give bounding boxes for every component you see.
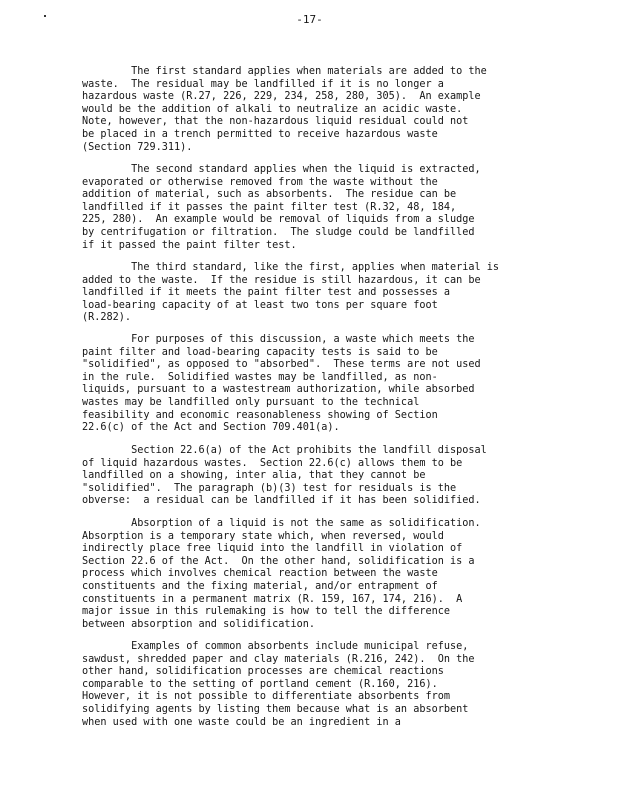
paragraph-5 (82, 445, 544, 508)
text-line: The first standard applies when materials are added to the (82, 66, 487, 77)
paragraph-1 (82, 66, 544, 154)
text-line: landfilled if it passes the paint filter test (R.32, 48, 184, (82, 201, 457, 213)
text-line: Examples of common absorbents include municipal refuse, (82, 641, 469, 652)
paragraph-3 (82, 262, 544, 325)
text-line: hazardous waste (R.27, 226, 229, 234, 258, 280, 305). An example (82, 91, 481, 103)
text-line: process which involves chemical reaction between the waste (82, 568, 438, 580)
text-line: solidifying agents by listing them because what is an absorbent (82, 703, 469, 715)
text-line: The third standard, like the first, applies when material is (82, 262, 500, 273)
page-number: -17- (296, 13, 323, 26)
text-line: by centrifugation or filtration. The sludge could be landfilled (82, 226, 475, 238)
text-line: 22.6(c) of the Act and Section 709.401(a). (82, 422, 340, 434)
text-line: Absorption of a liquid is not the same as solidification. (82, 518, 481, 529)
text-line: between absorption and solidification. (82, 618, 316, 630)
text-line: constituents in a permanent matrix (R. 159, 167, 174, 216). A (82, 593, 463, 605)
text-line: obverse: a residual can be landfilled if it has been solidified. (82, 495, 481, 507)
text-line: constituents and the fixing material, and/or entrapment of (82, 580, 438, 592)
text-line: load-bearing capacity of at least two tons per square foot (82, 299, 438, 311)
text-line: added to the waste. If the residue is still hazardous, it can be (82, 274, 481, 286)
paragraph-7 (82, 641, 544, 729)
text-line: Section 22.6 of the Act. On the other hand, solidification is a (82, 555, 475, 567)
paragraph-2 (82, 164, 544, 252)
text-line: if it passed the paint filter test. (82, 239, 297, 251)
text-line: would be the addition of alkali to neutralize an acidic waste. (82, 103, 463, 115)
text-line: evaporated or otherwise removed from the waste without the (82, 176, 438, 188)
text-line: The second standard applies when the liquid is extracted, (82, 164, 481, 175)
text-line: liquids, pursuant to a wastestream authorization, while absorbed (82, 384, 475, 396)
text-line: Section 22.6(a) of the Act prohibits the landfill disposal (82, 445, 487, 456)
paragraph-6 (82, 518, 544, 631)
text-line: indirectly place free liquid into the landfill in violation of (82, 543, 463, 555)
text-line: of liquid hazardous wastes. Section 22.6(c) allows them to be (82, 457, 463, 469)
text-line: wastes may be landfilled only pursuant to the technical (82, 396, 420, 408)
text-line: addition of material, such as absorbents. The residue can be (82, 189, 457, 201)
text-line: when used with one waste could be an ingredient in a (82, 716, 401, 728)
paragraph-4 (82, 334, 544, 435)
text-line: waste. The residual may be landfilled if it is no longer a (82, 78, 444, 90)
text-line: (R.282). (82, 312, 132, 324)
text-line: in the rule. Solidified wastes may be landfilled, as non- (82, 371, 438, 383)
text-line: landfilled on a showing, inter alia, that they cannot be (82, 470, 426, 482)
text-line: Absorption is a temporary state which, when reversed, would (82, 530, 444, 542)
text-line: be placed in a trench permitted to receive hazardous waste (82, 128, 438, 140)
text-line: "solidified". The paragraph (b)(3) test for residuals is the (82, 482, 457, 494)
text-line: sawdust, shredded paper and clay materials (R.216, 242). On the (82, 653, 475, 665)
text-line: "solidified", as opposed to "absorbed". These terms are not used (82, 359, 481, 371)
text-line: major issue in this rulemaking is how to tell the difference (82, 606, 451, 618)
text-line: 225, 280). An example would be removal of liquids from a sludge (82, 214, 475, 226)
text-line: However, it is not possible to differentiate absorbents from (82, 691, 451, 703)
text-line: comparable to the setting of portland cement (R.160, 216). (82, 678, 438, 690)
text-line: landfilled if it meets the paint filter test and possesses a (82, 287, 451, 299)
text-line: other hand, solidification processes are chemical reactions (82, 666, 444, 678)
text-line: Note, however, that the non-hazardous liquid residual could not (82, 116, 469, 128)
text-line: feasibility and economic reasonableness showing of Section (82, 409, 438, 421)
text-line: For purposes of this discussion, a waste which meets the (82, 334, 475, 345)
text-line: (Section 729.311). (82, 141, 193, 153)
text-line: paint filter and load-bearing capacity tests is said to be (82, 346, 438, 358)
